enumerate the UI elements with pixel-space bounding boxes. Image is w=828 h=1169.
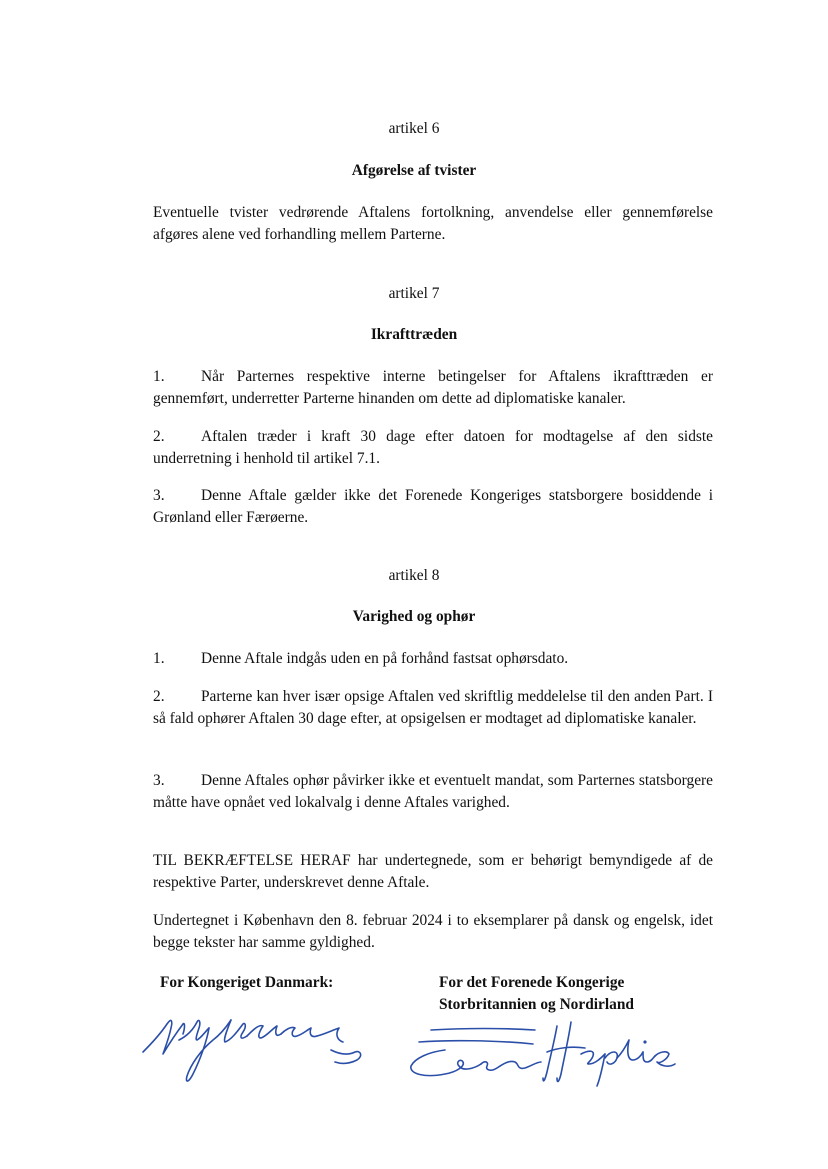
item-text: Denne Aftale indgås uden en på forhånd fastsat ophørsdato. <box>201 650 569 667</box>
article-7-item-3 <box>153 485 713 529</box>
uk-handwritten-signature <box>405 1018 680 1088</box>
item-number: 1. <box>153 650 165 667</box>
item-text: Parterne kan hver især opsige Aftalen ved skriftlig meddelelse til den anden Part. I så fald ophører Aftalen 30 dage efter, at opsigelsen er modtaget ad diplomatiske kanaler. <box>153 688 713 727</box>
denmark-signature-label: For Kongeriget Danmark: <box>160 974 334 991</box>
item-number: 1. <box>153 368 165 385</box>
item-text: Aftalen træder i kraft 30 dage efter datoen for modtagelse af den sidste underretning i henhold til artikel 7.1. <box>153 428 713 467</box>
article-7-title: Ikrafttræden <box>370 326 458 343</box>
article-7-item-2 <box>153 426 713 470</box>
denmark-handwritten-signature <box>135 1010 370 1090</box>
article-8-item-1 <box>153 648 713 670</box>
article-6-paragraph: Eventuelle tvister vedrørende Aftalens fortolkning, anvendelse eller gennemførelse afgøres alene ved forhandling mellem Parterne. <box>153 204 713 243</box>
article-8-title: Varighed og ophør <box>352 608 476 625</box>
article-6-title: Afgørelse af tvister <box>351 162 477 179</box>
item-text: Denne Aftale gælder ikke det Forenede Kongeriges statsborgere bosiddende i Grønland eller Færøerne. <box>153 487 713 526</box>
article-8-number: artikel 8 <box>388 567 440 584</box>
article-8-item-3 <box>153 770 713 814</box>
article-7-number: artikel 7 <box>388 285 440 302</box>
article-7-item-1 <box>153 366 713 410</box>
item-number: 3. <box>153 487 165 504</box>
uk-signature-label-line-1: For det Forenede Kongerige <box>439 974 625 991</box>
item-number: 2. <box>153 428 165 445</box>
item-number: 3. <box>153 772 165 789</box>
signing-clause: Undertegnet i København den 8. februar 2024 i to eksemplarer på dansk og engelsk, idet begge tekster har samme gyldighed. <box>153 912 713 951</box>
article-8-item-2 <box>153 686 713 730</box>
item-text: Når Parternes respektive interne betingelser for Aftalens ikrafttræden er gennemført, underretter Parterne hinanden om dette ad diplomatiske kanaler. <box>153 368 713 407</box>
article-6-number: artikel 6 <box>388 120 440 137</box>
item-number: 2. <box>153 688 165 705</box>
item-text: Denne Aftales ophør påvirker ikke et eventuelt mandat, som Parternes statsborgere måtte have opnået ved lokalvalg i denne Aftales varighed. <box>153 772 713 811</box>
uk-signature-label-line-2: Storbritannien og Nordirland <box>439 996 634 1013</box>
witness-clause: TIL BEKRÆFTELSE HERAF har undertegnede, som er behørigt bemyndigede af de respektive Parter, underskrevet denne Aftale. <box>153 852 713 891</box>
